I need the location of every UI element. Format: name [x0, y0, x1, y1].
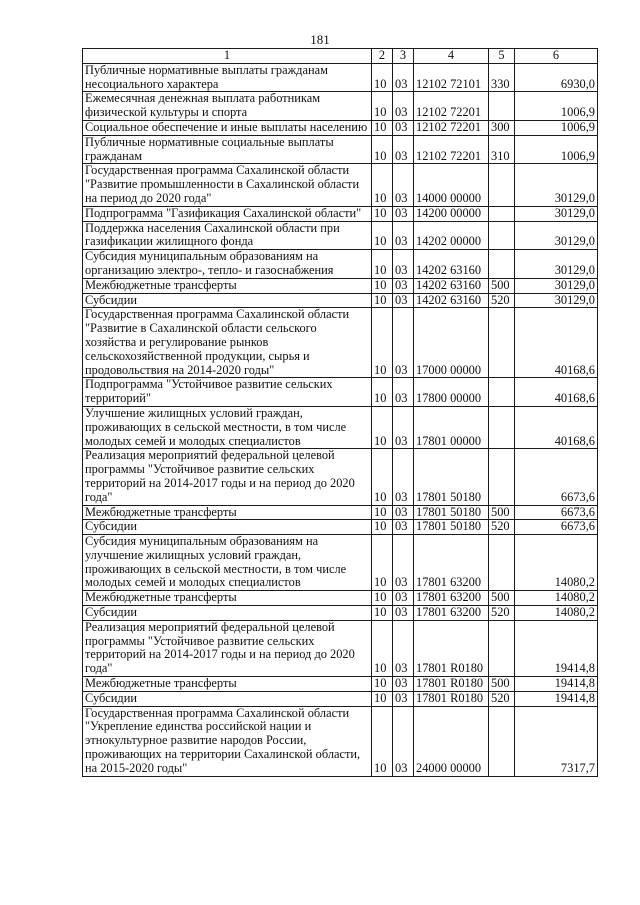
row-amount: 6673,6	[515, 449, 598, 505]
row-section: 10	[372, 677, 393, 692]
header-row	[83, 49, 598, 64]
row-expense-type	[489, 535, 515, 591]
row-expense-type: 520	[489, 293, 515, 308]
row-section: 10	[372, 535, 393, 591]
table-row	[83, 120, 598, 135]
table-row	[83, 378, 598, 407]
row-subsection: 03	[393, 691, 414, 706]
row-amount: 30129,0	[515, 206, 598, 221]
row-name: Подпрограмма "Газификация Сахалинской области"	[83, 206, 372, 221]
row-target-article: 17801 63200	[414, 606, 489, 621]
row-target-article: 14202 00000	[414, 221, 489, 250]
row-subsection: 03	[393, 206, 414, 221]
row-expense-type: 520	[489, 606, 515, 621]
row-name: Субсидии	[83, 606, 372, 621]
row-expense-type: 500	[489, 505, 515, 520]
row-expense-type: 500	[489, 677, 515, 692]
row-target-article: 17000 00000	[414, 308, 489, 378]
table-row	[83, 308, 598, 378]
row-expense-type: 520	[489, 520, 515, 535]
row-subsection: 03	[393, 250, 414, 279]
row-target-article: 12102 72201	[414, 135, 489, 164]
row-name: Субсидии	[83, 293, 372, 308]
row-name: Реализация мероприятий федеральной целевой программы "Устойчивое развитие сельских территорий на 2014-2017 годы и на период до 2020 года"	[83, 449, 372, 505]
column-header-name: 1	[83, 49, 372, 64]
row-expense-type: 330	[489, 63, 515, 92]
row-target-article: 14202 63160	[414, 293, 489, 308]
row-subsection: 03	[393, 535, 414, 591]
row-name: Субсидия муниципальным образованиям на организацию электро-, тепло- и газоснабжения	[83, 250, 372, 279]
row-amount: 19414,8	[515, 677, 598, 692]
row-section: 10	[372, 505, 393, 520]
row-section: 10	[372, 164, 393, 206]
row-amount: 6930,0	[515, 63, 598, 92]
column-header-expense-type: 5	[489, 49, 515, 64]
row-amount: 30129,0	[515, 250, 598, 279]
row-subsection: 03	[393, 278, 414, 293]
row-subsection: 03	[393, 221, 414, 250]
row-subsection: 03	[393, 120, 414, 135]
row-amount: 30129,0	[515, 293, 598, 308]
page-number: 181	[310, 32, 330, 47]
row-target-article: 17800 00000	[414, 378, 489, 407]
row-expense-type	[489, 206, 515, 221]
row-section: 10	[372, 135, 393, 164]
row-target-article: 14202 63160	[414, 250, 489, 279]
row-section: 10	[372, 278, 393, 293]
row-subsection: 03	[393, 591, 414, 606]
row-target-article: 12102 72201	[414, 120, 489, 135]
row-target-article: 12102 72201	[414, 92, 489, 121]
row-amount: 19414,8	[515, 620, 598, 676]
row-name: Подпрограмма "Устойчивое развитие сельских территорий"	[83, 378, 372, 407]
row-section: 10	[372, 63, 393, 92]
table-row	[83, 535, 598, 591]
table-row	[83, 449, 598, 505]
row-amount: 40168,6	[515, 406, 598, 448]
row-subsection: 03	[393, 520, 414, 535]
table-row	[83, 606, 598, 621]
row-subsection: 03	[393, 449, 414, 505]
row-name: Публичные нормативные выплаты гражданам несоциального характера	[83, 63, 372, 92]
row-expense-type	[489, 378, 515, 407]
row-subsection: 03	[393, 378, 414, 407]
row-expense-type	[489, 250, 515, 279]
row-subsection: 03	[393, 293, 414, 308]
row-target-article: 17801 50180	[414, 520, 489, 535]
row-expense-type	[489, 449, 515, 505]
row-amount: 1006,9	[515, 120, 598, 135]
row-section: 10	[372, 250, 393, 279]
table-row	[83, 620, 598, 676]
row-target-article: 17801 R0180	[414, 620, 489, 676]
row-name: Поддержка населения Сахалинской области при газификации жилищного фонда	[83, 221, 372, 250]
row-target-article: 14200 00000	[414, 206, 489, 221]
row-name: Улучшение жилищных условий граждан, проживающих в сельской местности, в том числе молодых семей и молодых специалистов	[83, 406, 372, 448]
row-target-article: 12102 72101	[414, 63, 489, 92]
row-section: 10	[372, 606, 393, 621]
row-amount: 7317,7	[515, 706, 598, 776]
row-section: 10	[372, 293, 393, 308]
row-name: Субсидии	[83, 691, 372, 706]
row-target-article: 17801 R0180	[414, 677, 489, 692]
row-amount: 6673,6	[515, 505, 598, 520]
row-subsection: 03	[393, 606, 414, 621]
row-subsection: 03	[393, 308, 414, 378]
row-section: 10	[372, 620, 393, 676]
row-expense-type	[489, 221, 515, 250]
row-expense-type	[489, 92, 515, 121]
table-row	[83, 706, 598, 776]
row-section: 10	[372, 92, 393, 121]
row-expense-type: 300	[489, 120, 515, 135]
row-amount: 6673,6	[515, 520, 598, 535]
row-amount: 40168,6	[515, 308, 598, 378]
row-expense-type	[489, 620, 515, 676]
row-target-article: 17801 50180	[414, 505, 489, 520]
table-row	[83, 520, 598, 535]
row-target-article: 17801 00000	[414, 406, 489, 448]
table-row	[83, 691, 598, 706]
column-header-amount: 6	[515, 49, 598, 64]
row-expense-type	[489, 308, 515, 378]
row-name: Межбюджетные трансферты	[83, 278, 372, 293]
row-name: Государственная программа Сахалинской области "Развитие промышленности в Сахалинской области на период до 2020 года"	[83, 164, 372, 206]
row-name: Реализация мероприятий федеральной целевой программы "Устойчивое развитие сельских территорий на 2014-2017 годы и на период до 2020 года"	[83, 620, 372, 676]
table-row	[83, 164, 598, 206]
row-expense-type	[489, 706, 515, 776]
row-section: 10	[372, 206, 393, 221]
row-expense-type: 520	[489, 691, 515, 706]
row-section: 10	[372, 691, 393, 706]
row-target-article: 17801 50180	[414, 449, 489, 505]
row-section: 10	[372, 221, 393, 250]
row-name: Государственная программа Сахалинской области "Укрепление единства российской нации и этнокультурное развитие народов России, проживающих на территории Сахалинской области, на 2015-2020 годы"	[83, 706, 372, 776]
row-section: 10	[372, 308, 393, 378]
table-row	[83, 250, 598, 279]
column-header-subsection: 3	[393, 49, 414, 64]
row-subsection: 03	[393, 505, 414, 520]
row-section: 10	[372, 406, 393, 448]
row-section: 10	[372, 706, 393, 776]
row-expense-type	[489, 406, 515, 448]
column-header-target-article: 4	[414, 49, 489, 64]
row-amount: 30129,0	[515, 221, 598, 250]
row-subsection: 03	[393, 135, 414, 164]
row-amount: 14080,2	[515, 606, 598, 621]
row-subsection: 03	[393, 677, 414, 692]
row-target-article: 17801 63200	[414, 591, 489, 606]
table-row	[83, 278, 598, 293]
table-row	[83, 293, 598, 308]
row-expense-type	[489, 164, 515, 206]
row-subsection: 03	[393, 706, 414, 776]
table-row	[83, 677, 598, 692]
row-target-article: 24000 00000	[414, 706, 489, 776]
row-name: Субсидия муниципальным образованиям на улучшение жилищных условий граждан, проживающих в сельской местности, в том числе молодых семей и молодых специалистов	[83, 535, 372, 591]
row-expense-type: 500	[489, 278, 515, 293]
row-name: Межбюджетные трансферты	[83, 677, 372, 692]
table-row	[83, 92, 598, 121]
row-name: Субсидии	[83, 520, 372, 535]
row-target-article: 17801 R0180	[414, 691, 489, 706]
row-amount: 1006,9	[515, 92, 598, 121]
row-amount: 1006,9	[515, 135, 598, 164]
row-section: 10	[372, 378, 393, 407]
row-amount: 30129,0	[515, 164, 598, 206]
row-name: Ежемесячная денежная выплата работникам физической культуры и спорта	[83, 92, 372, 121]
row-target-article: 14202 63160	[414, 278, 489, 293]
row-subsection: 03	[393, 620, 414, 676]
table-row	[83, 221, 598, 250]
row-amount: 19414,8	[515, 691, 598, 706]
row-section: 10	[372, 120, 393, 135]
table-row	[83, 63, 598, 92]
row-subsection: 03	[393, 164, 414, 206]
row-section: 10	[372, 449, 393, 505]
row-name: Публичные нормативные социальные выплаты гражданам	[83, 135, 372, 164]
row-name: Социальное обеспечение и иные выплаты населению	[83, 120, 372, 135]
row-expense-type: 500	[489, 591, 515, 606]
row-name: Межбюджетные трансферты	[83, 505, 372, 520]
column-header-section: 2	[372, 49, 393, 64]
row-section: 10	[372, 520, 393, 535]
table-row	[83, 505, 598, 520]
row-subsection: 03	[393, 63, 414, 92]
row-amount: 14080,2	[515, 535, 598, 591]
table-row	[83, 206, 598, 221]
row-amount: 14080,2	[515, 591, 598, 606]
table-row	[83, 406, 598, 448]
table-row	[83, 135, 598, 164]
row-target-article: 17801 63200	[414, 535, 489, 591]
row-name: Межбюджетные трансферты	[83, 591, 372, 606]
budget-table	[82, 48, 598, 777]
row-subsection: 03	[393, 406, 414, 448]
row-amount: 30129,0	[515, 278, 598, 293]
row-amount: 40168,6	[515, 378, 598, 407]
row-target-article: 14000 00000	[414, 164, 489, 206]
row-subsection: 03	[393, 92, 414, 121]
row-expense-type: 310	[489, 135, 515, 164]
table-row	[83, 591, 598, 606]
row-name: Государственная программа Сахалинской области "Развитие в Сахалинской области сельского хозяйства и регулирование рынков сельскохозяйственной продукции, сырья и продовольствия на 2014-2020 годы"	[83, 308, 372, 378]
row-section: 10	[372, 591, 393, 606]
